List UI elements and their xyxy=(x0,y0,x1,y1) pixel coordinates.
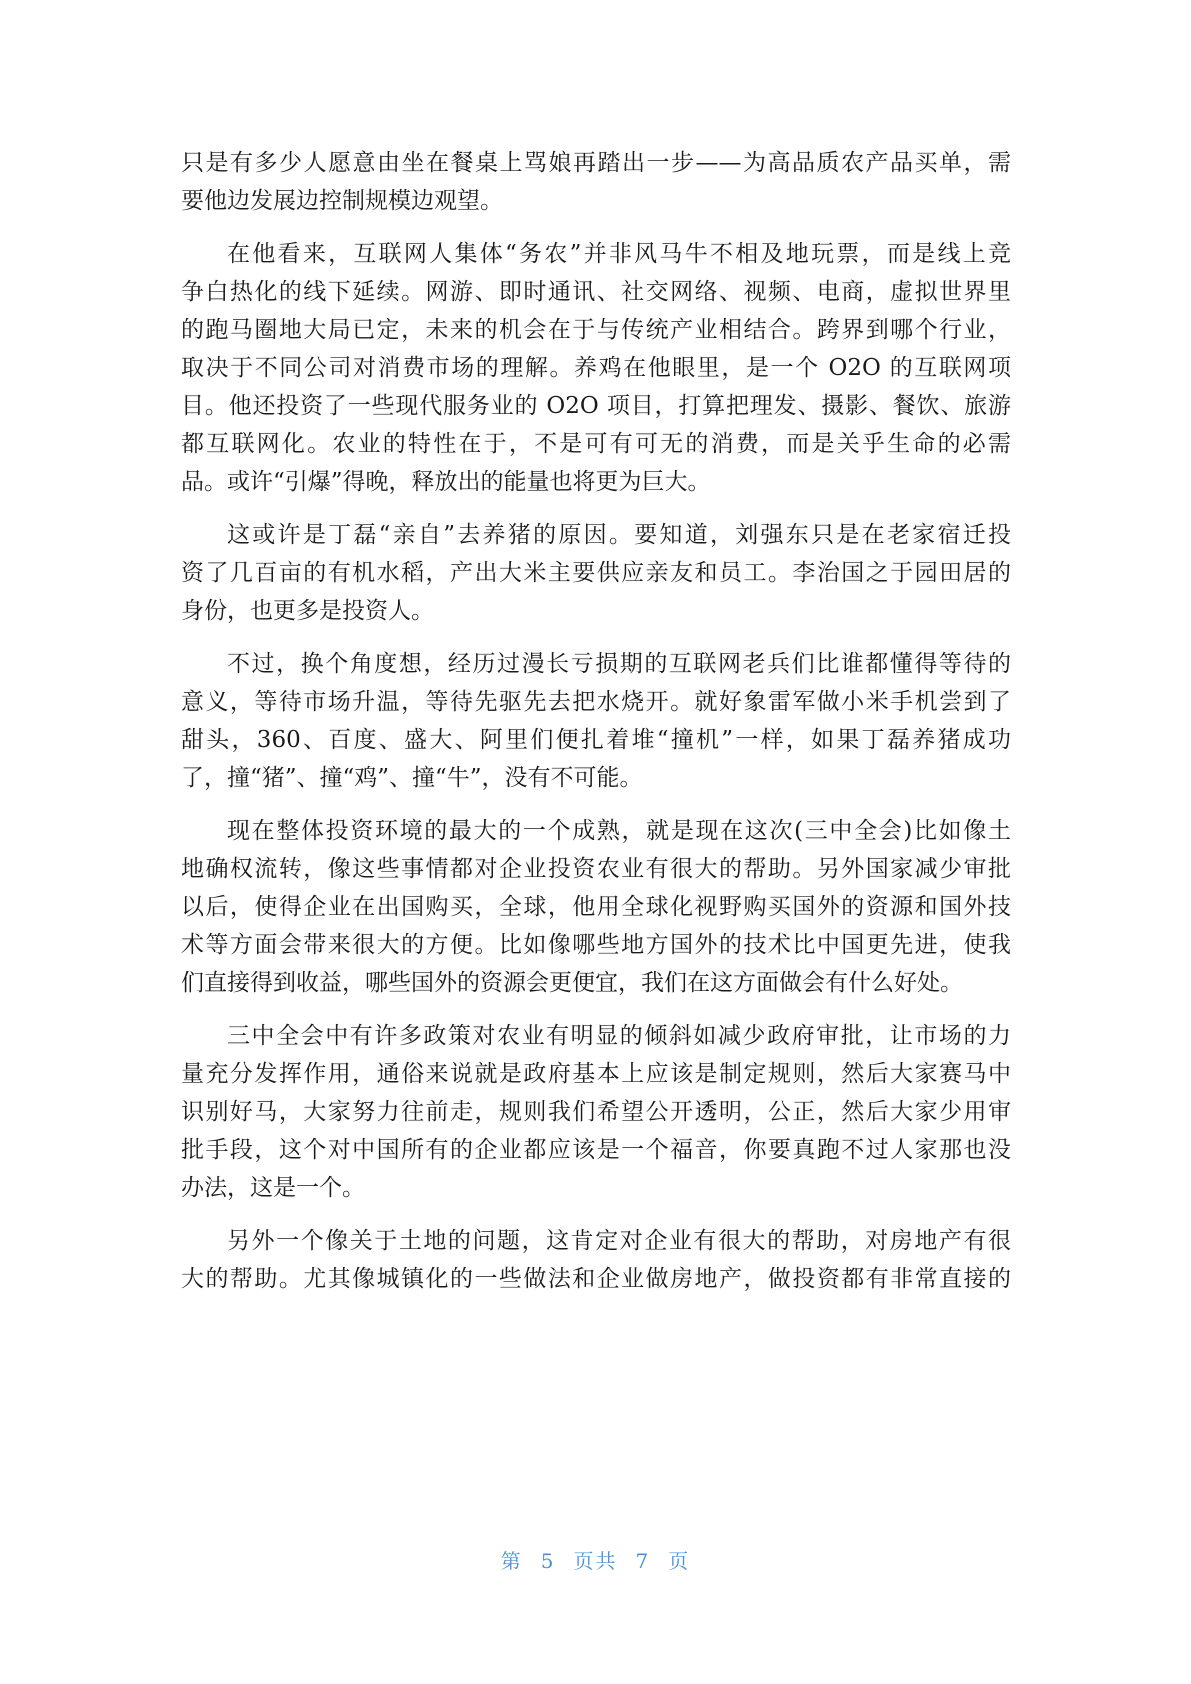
text-line: 现在整体投资环境的最大的一个成熟，就是现在这次(三中全会)比如像土 xyxy=(227,818,1011,844)
text-line: 三中全会中有许多政策对农业有明显的倾斜如减少政府审批，让市场的力 xyxy=(227,1023,1011,1049)
current-page-number: 5 xyxy=(540,1549,556,1573)
page-label-prefix: 第 xyxy=(500,1549,523,1573)
paragraph xyxy=(181,1017,1011,1207)
text-line: 甜头，360、百度、盛大、阿里们便扎着堆“撞机”一样，如果丁磊养猪成功 xyxy=(181,727,1011,753)
document-body xyxy=(181,144,1011,1298)
paragraph xyxy=(181,235,1011,501)
text-line: 术等方面会带来很大的方便。比如像哪些地方国外的技术比中国更先进，使我 xyxy=(181,932,1011,958)
text-line: 要他边发展边控制规模边观望。 xyxy=(181,188,503,214)
text-line: 取决于不同公司对消费市场的理解。养鸡在他眼里，是一个 O2O 的互联网项 xyxy=(181,355,1011,381)
paragraph xyxy=(181,516,1011,630)
text-line: 地确权流转，像这些事情都对企业投资农业有很大的帮助。另外国家减少审批 xyxy=(181,856,1011,882)
text-line: 争白热化的线下延续。网游、即时通讯、社交网络、视频、电商，虚拟世界里 xyxy=(181,279,1011,305)
text-line: 身份，也更多是投资人。 xyxy=(181,598,434,624)
text-line: 在他看来，互联网人集体“务农”并非风马牛不相及地玩票，而是线上竞 xyxy=(227,241,1011,267)
paragraph xyxy=(181,1222,1011,1298)
text-line: 识别好马，大家努力往前走，规则我们希望公开透明，公正，然后大家少用审 xyxy=(181,1099,1011,1125)
text-line: 量充分发挥作用，通俗来说就是政府基本上应该是制定规则，然后大家赛马中 xyxy=(181,1061,1011,1087)
text-line: 这或许是丁磊“亲自”去养猪的原因。要知道，刘强东只是在老家宿迁投 xyxy=(227,522,1011,548)
text-line: 了，撞“猪”、撞“鸡”、撞“牛”，没有不可能。 xyxy=(181,765,643,791)
page-footer xyxy=(0,1545,1191,1574)
page-label-middle: 页共 xyxy=(573,1549,618,1573)
text-line: 意义，等待市场升温，等待先驱先去把水烧开。就好象雷军做小米手机尝到了 xyxy=(181,689,1011,715)
text-line: 目。他还投资了一些现代服务业的 O2O 项目，打算把理发、摄影、餐饮、旅游 xyxy=(181,393,1011,419)
text-line: 另外一个像关于土地的问题，这肯定对企业有很大的帮助，对房地产有很 xyxy=(227,1228,1011,1254)
paragraph xyxy=(181,144,1011,220)
text-line: 的跑马圈地大局已定，未来的机会在于与传统产业相结合。跨界到哪个行业， xyxy=(181,317,1011,343)
text-line: 办法，这是一个。 xyxy=(181,1175,365,1201)
text-line: 不过，换个角度想，经历过漫长亏损期的互联网老兵们比谁都懂得等待的 xyxy=(227,651,1011,677)
paragraph xyxy=(181,645,1011,797)
text-line: 资了几百亩的有机水稻，产出大米主要供应亲友和员工。李治国之于园田居的 xyxy=(181,560,1011,586)
text-line: 以后，使得企业在出国购买，全球，他用全球化视野购买国外的资源和国外技 xyxy=(181,894,1011,920)
text-line: 们直接得到收益，哪些国外的资源会更便宜，我们在这方面做会有什么好处。 xyxy=(181,970,963,996)
total-page-count: 7 xyxy=(635,1549,651,1573)
text-line: 大的帮助。尤其像城镇化的一些做法和企业做房地产，做投资都有非常直接的 xyxy=(181,1266,1011,1292)
paragraph xyxy=(181,812,1011,1002)
text-line: 只是有多少人愿意由坐在餐桌上骂娘再踏出一步——为高品质农产品买单，需 xyxy=(181,150,1011,176)
text-line: 批手段，这个对中国所有的企业都应该是一个福音，你要真跑不过人家那也没 xyxy=(181,1137,1011,1163)
text-line: 都互联网化。农业的特性在于，不是可有可无的消费，而是关乎生命的必需 xyxy=(181,431,1011,457)
text-line: 品。或许“引爆”得晚，释放出的能量也将更为巨大。 xyxy=(181,469,711,495)
page-label-suffix: 页 xyxy=(668,1549,691,1573)
